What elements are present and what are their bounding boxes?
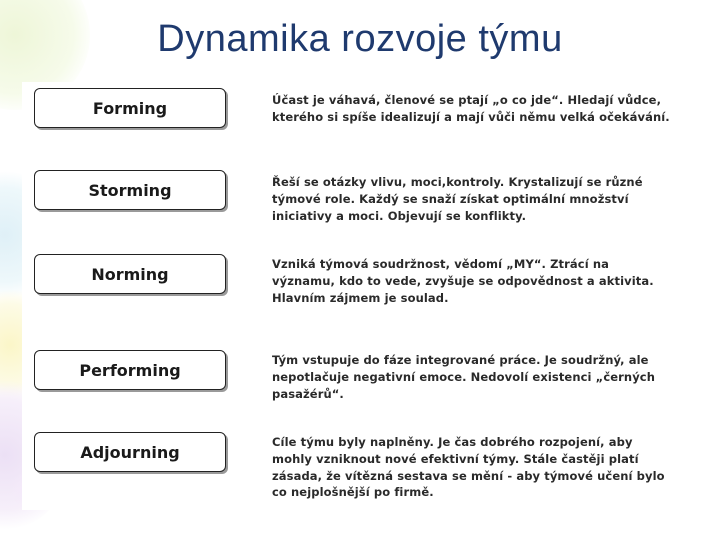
phase-storming-description: Řeší se otázky vlivu, moci,kontroly. Krystalizují se různé týmové role. Každý se snaží získat optimální množství iniciativy a moci. Objevují se konflikty.: [272, 175, 643, 223]
phase-forming-description: Účast je váhavá, členové se ptají „o co jde“. Hledají vůdce, kterého si spíše idealizují a mají vůči němu velká očekávání.: [272, 93, 670, 124]
phase-norming-description: Vzniká týmová soudržnost, vědomí „MY“. Ztrácí na významu, kdo to vede, zvyšuje se odpovědnost a aktivita. Hlavním zájmem je soulad.: [272, 257, 654, 305]
phase-performing-description: Tým vstupuje do fáze integrované práce. Je soudržný, ale nepotlačuje negativní emoce. Nedovolí existenci „černých pasažérů“.: [272, 353, 656, 401]
phase-performing-label: Performing: [34, 350, 226, 390]
phase-adjourning-label: Adjourning: [34, 432, 226, 472]
phase-forming-label: Forming: [34, 88, 226, 128]
phase-norming-label: Norming: [34, 254, 226, 294]
phase-adjourning-description: Cíle týmu byly naplněny. Je čas dobrého rozpojení, aby mohly vzniknout nové efektivní týmy. Stále častěji platí zásada, že vítězná sestava se mění - aby týmové učení bylo co nejplošnější po firmě.: [272, 435, 665, 500]
phases-panel: [22, 82, 682, 510]
slide-title: Dynamika rozvoje týmu: [157, 18, 563, 60]
phase-storming-label: Storming: [34, 170, 226, 210]
